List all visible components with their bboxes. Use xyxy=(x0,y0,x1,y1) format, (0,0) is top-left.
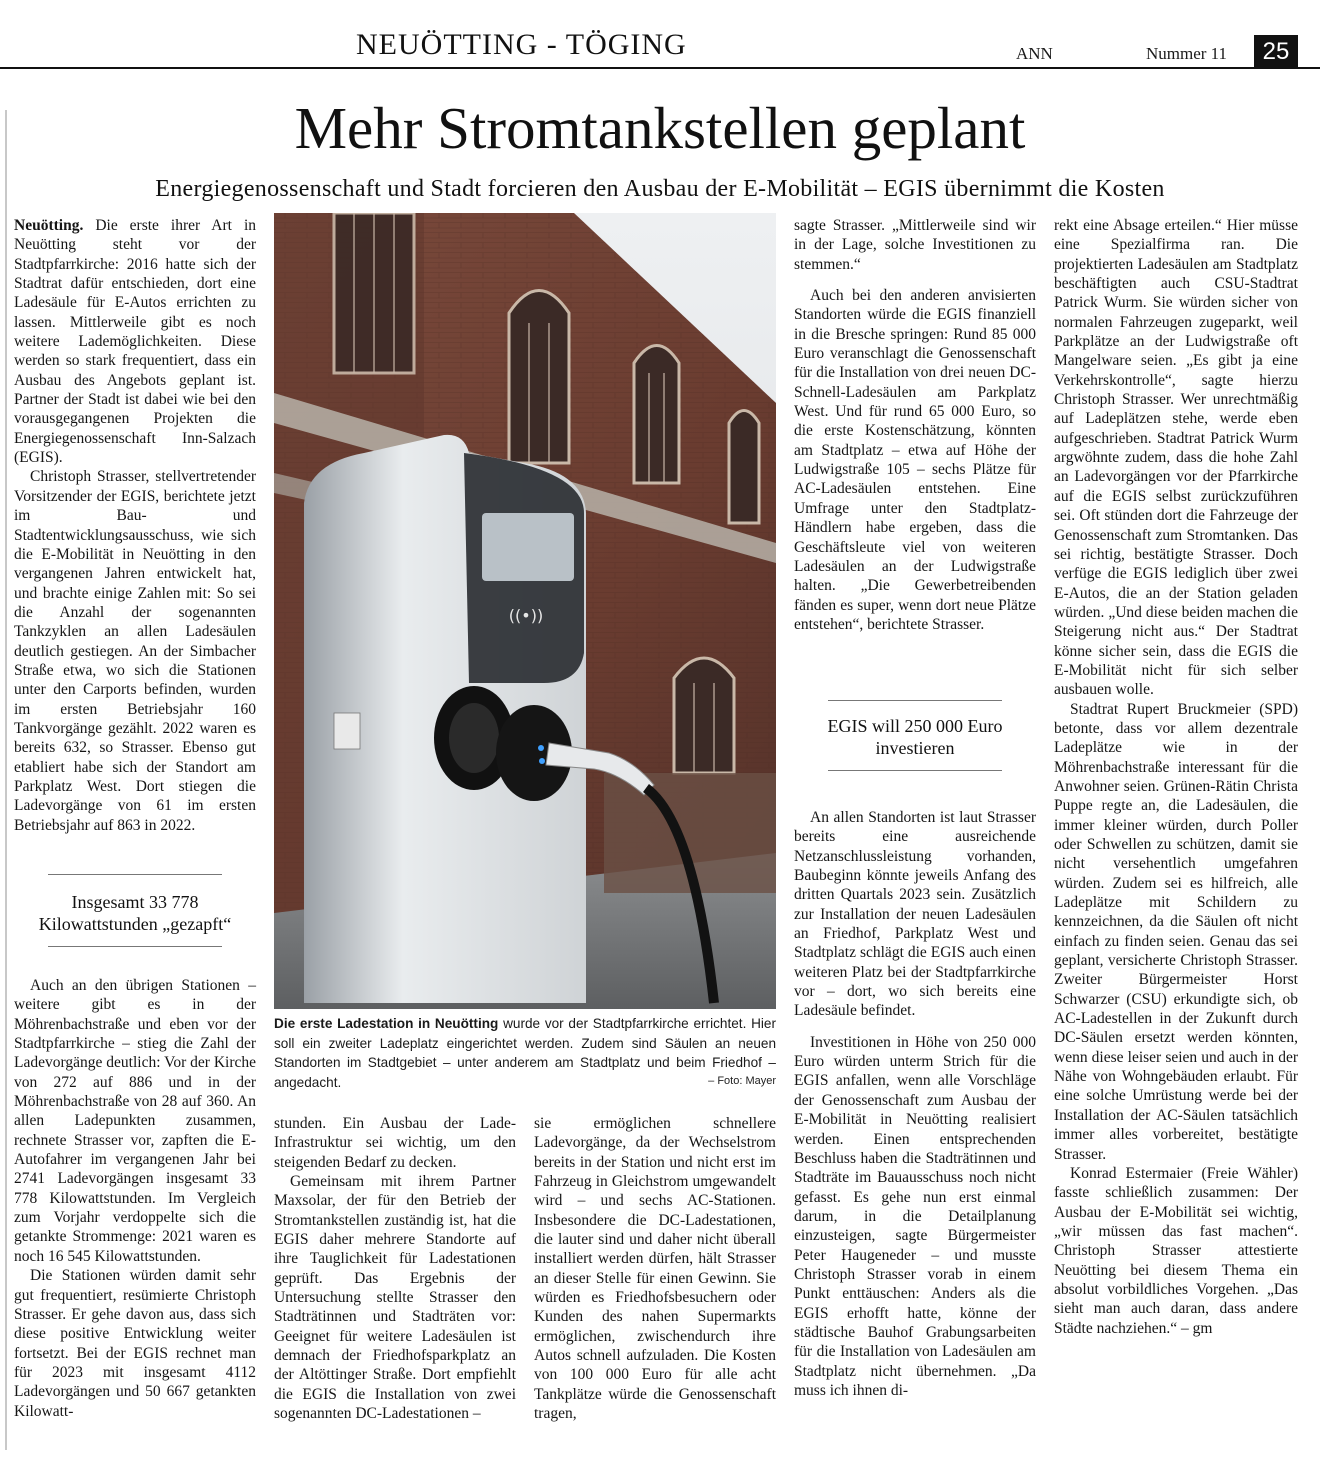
dateline: Neuötting. xyxy=(14,217,84,234)
column-1-bottom xyxy=(14,976,256,1421)
paragraph: Konrad Estermaier (Freie Wähler) fasste schließlich zusammen: Der Ausbau der E-Mobilität sei wichtig, „wir müssen das fast machen“. Christoph Strasser attestierte Neuötting bei diesem Thema ein absolut vorbildliches Vorgehen. „Das sieht man auch daran, dass andere Städte nachziehen.“ – gm xyxy=(1054,1164,1298,1337)
interhead-1: Insgesamt 33 778 Kilowattstunden „gezapft“ xyxy=(38,892,232,934)
column-4-top xyxy=(794,216,1036,634)
left-margin-line xyxy=(5,110,7,1450)
column-5 xyxy=(1054,216,1298,1338)
newspaper-abbreviation: ANN xyxy=(1016,44,1053,63)
charging-station-photo xyxy=(274,213,776,1009)
contactless-icon: ((•)) xyxy=(508,606,544,625)
interhead-rule-bottom xyxy=(48,946,222,947)
column-2 xyxy=(274,1114,516,1424)
column-4-bottom xyxy=(794,808,1036,1400)
article-photo xyxy=(274,213,776,1009)
paragraph: Die Stationen würden damit sehr gut frequentiert, resümierte Christoph Strasser. Er gehe davon aus, dass sich diese positive Entwicklung weiter fortsetzt. Bei der EGIS rechnet man für 2023 mit insgesamt 4112 Ladevorgängen und 50 667 getankten Kilowatt- xyxy=(14,1267,256,1420)
interhead-2: EGIS will 250 000 Euro investieren xyxy=(827,716,1003,758)
caption-lead: Die erste Ladestation in Neuötting xyxy=(274,1016,499,1031)
interhead-rule-bottom xyxy=(828,770,1002,771)
paragraph: An allen Standorten ist laut Strasser bereits eine ausreichende Netzanschlussleistung vorhanden, Baubeginn könnte jeweils Anfang des dritten Quartals 2023 sein. Zusätzlich zur Installation der neuen Ladesäulen an Friedhof, Parkplatz West und Stadtplatz schlägt die EGIS auch einen weiteren Platz bei der Stadtpfarrkirche vor – dort, wo sich bereits eine Ladesäule befindet. xyxy=(794,809,1036,1020)
paragraph xyxy=(14,216,256,467)
paragraph: rekt eine Absage erteilen.“ Hier müsse eine Spezialfirma ran. Die projektierten Ladesäulen am Stadtplatz beschäftigten auch CSU-Stadtrat Patrick Wurm. Sie würden sicher von normalen Fahrzeugen zugeparkt, weil Parkplätze an der Ludwigstraße oft Mangelware seien. „Es gibt ja eine Verkehrskontrolle“, sagte hierzu Christoph Strasser. Wer unrechtmäßig auf Ladeplätzen stehe, werde eben aufgeschrieben. Stadtrat Patrick Wurm argwöhnte zudem, dass die hohe Zahl an Ladevorgängen vor der Pfarrkirche auf die EGIS selbst zurückzuführen sei. Oft stünden dort die Fahrzeuge der Genossenschaft zum Stromtanken. Das sei richtig, bestätigte Strasser. Doch verfüge die EGIS lediglich über zwei E-Autos, die an der Station geladen würden. „Und diese beiden machen die Steigerung nicht aus.“ Der Stadtrat könne sicher sein, dass die EGIS die E-Mobilität nicht für sich selber ausbauen wolle. xyxy=(1054,217,1298,699)
paragraph: sie ermöglichen schnellere Ladevorgänge, da der Wechselstrom bereits in der Station und nicht erst im Fahrzeug in Gleichstrom umgewandelt wird – und sechs AC-Stationen. Insbesondere die DC-Ladestationen, die lauter sind und daher nicht überall installiert werden dürfen, hält Strasser an dieser Stelle für einen Gewinn. Sie würden es Friedhofsbesuchern oder Kunden des nahen Supermarkts ermöglichen, zwischendurch ihre Autos schnell aufzuladen. Die Kosten von 100 000 Euro für alle acht Tankplätze würde die Genossenschaft tragen, xyxy=(534,1115,776,1423)
paragraph: Stadtrat Rupert Bruckmeier (SPD) betonte, dass vor allem dezentrale Ladeplätze wie in der Möhrenbachstraße interessant für die Anwohner seien. Grünen-Rätin Christa Puppe regte an, die Ladesäulen, die immer kleiner würden, durch Poller oder Schwellen zu schützen, damit sie nicht versehentlich umgefahren würden. Zudem sei es hilfreich, alle Ladeplätze mit Schildern zu kennzeichnen, da die Säulen oft nicht einfach zu finden seien. Genau das sei geplant, versicherte Christoph Strasser. Zweiter Bürgermeister Horst Schwarzer (CSU) erkundigte sich, ob AC-Ladestellen in der Zukunft durch DC-Säulen ersetzt werden könnten, wenn diese leiser seien und auch in der Nähe von Wohngebäuden erlaubt. Für eine solche Umrüstung werde bei der Installation der AC-Säulen tatsächlich immer alles vorbereitet, bestätigte Strasser. xyxy=(1054,700,1298,1163)
page-header xyxy=(0,0,1320,70)
issue-number: Nummer 11 xyxy=(1146,44,1228,63)
paragraph: Investitionen in Höhe von 250 000 Euro würden unterm Strich für die EGIS anfallen, wenn alle Vorschläge der Genossenschaft zum Ausbau der E-Mobilität in Neuötting realisiert werden. Einen entsprechenden Beschluss haben die Stadträtinnen und Stadträte im Bauausschuss noch nicht gefasst. Es gehe nun erst einmal darum, in die Detailplanung einzusteigen, sagte Bürgermeister Peter Haugeneder – und musste Christoph Strasser vorab in einem Punkt enttäuschen: Anders als die EGIS erhofft hatte, könne der städtische Bauhof Grabungsarbeiten für die Installation von Ladesäulen am Stadtplatz nicht übernehmen. „Da muss ich ihnen di- xyxy=(794,1033,1036,1399)
headline: Mehr Stromtankstellen geplant xyxy=(294,95,1026,161)
display-screen xyxy=(482,513,574,581)
paragraph: Auch bei den anderen anvisierten Standorten würde die EGIS finanziell in die Bresche springen: Rund 85 000 Euro veranschlagt die Genossenschaft für die Installation von drei neuen DC-Schnell-Ladesäulen am Parkplatz West. Und für rund 65 000 Euro, so die erste Kostenschätzung, könnten am Stadtplatz – etwa auf Höhe der Ludwigstraße 105 – sechs Plätze für AC-Ladesäulen entstehen. Eine Umfrage unter den Stadtplatz-Händlern habe ergeben, dass die Geschäftsleute viel von weiteren Ladesäulen an der Ludwigstraße halten. „Die Gewerbetreibenden fänden es super, wenn dort neue Plätze entstehen“, berichtete Strasser. xyxy=(794,287,1036,633)
paragraph: Christoph Strasser, stellvertretender Vorsitzender der EGIS, berichtete jetzt im Bau- und Stadtentwicklungsausschuss, wie sich die E-Mobilität in Neuötting in den vergangenen Jahren entwickelt hat, und brachte einige Zahlen mit: So sei die Anzahl der sogenannten Tankzyklen an allen Ladesäulen deutlich gestiegen. An der Simbacher Straße etwa, wo sich die Stationen unter den Carports befinden, wurden im ersten Betriebsjahr 160 Tankvorgänge gezählt. 2022 waren es bereits 632, so Strasser. Ebenso gut etabliert habe sich der Standort am Parkplatz West. Dort stiegen die Ladevorgänge von 61 im ersten Betriebsjahr auf 863 in 2022. xyxy=(14,468,256,834)
paragraph-text: Die erste ihrer Art in Neuötting steht vor der Stadtpfarrkirche: 2016 hatte sich der Stadtrat dafür entschieden, dort eine Ladesäule für E-Autos errichten zu lassen. Mittlerweile gibt es noch weitere Lademöglichkeiten. Diese werden so stark frequentiert, dass ein Ausbau des Angebots geplant ist. Partner der Stadt ist dabei wie bei den vorausgegangenen Projekten die Energiegenossenschaft Inn-Salzach (EGIS). xyxy=(14,217,256,467)
header-rule xyxy=(0,67,1320,69)
subheadline: Energiegenossenschaft und Stadt forcieren den Ausbau der E-Mobilität – EGIS übernimmt die Kosten xyxy=(155,176,1165,202)
column-3 xyxy=(534,1114,776,1424)
paragraph: stunden. Ein Ausbau der Lade-Infrastruktur sei wichtig, um den steigenden Bedarf zu decken. xyxy=(274,1115,516,1171)
paragraph: Gemeinsam mit ihrem Partner Maxsolar, der für den Betrieb der Stromtankstellen zuständig ist, hat die EGIS daher mehrere Standorte auf ihre Tauglichkeit für Ladestationen geprüft. Das Ergebnis der Untersuchung stellte Strasser den Stadträtinnen und Stadträten vor: Geeignet für weitere Ladesäulen ist demnach der Friedhofsparkplatz an der Altöttinger Straße. Dort empfiehlt die EGIS die Installation von zwei sogenannten DC-Ladestationen – xyxy=(274,1173,516,1423)
interhead-rule-top xyxy=(828,700,1002,701)
photo-credit: – Foto: Mayer xyxy=(708,1075,776,1087)
column-1-top xyxy=(14,216,256,835)
caption-text: wurde vor der Stadtpfarrkirche errichtet. Hier soll ein zweiter Ladeplatz eingerichtet werden. Zudem sind Säulen an neuen Standorten im Stadtgebiet – unter anderem am Stadtplatz und beim Friedhof – angedacht. xyxy=(274,1016,776,1090)
page-number: 25 xyxy=(1254,35,1298,69)
section-title: NEUÖTTING - TÖGING xyxy=(356,28,687,61)
paragraph: Auch an den übrigen Stationen – weitere gibt es in der Möhrenbachstraße und eben vor der Stadtpfarrkirche – stieg die Zahl der Ladevorgänge deutlich: Vor der Kirche von 272 auf 886 und in der Möhrenbachstraße von 28 auf 360. An allen Ladepunkten zusammen, rechnete Strasser vor, zapften die E-Autofahrer im vergangenen Jahr bei 2741 Ladevorgängen insgesamt 33 778 Kilowattstunden. Im Vergleich zum Vorjahr verdoppelte sich die getankte Strommenge: 2021 waren es noch 16 545 Kilowattstunden. xyxy=(14,977,256,1265)
interhead-rule-top xyxy=(48,874,222,875)
paragraph: sagte Strasser. „Mittlerweile sind wir in der Lage, solche Investitionen zu stemmen.“ xyxy=(794,217,1036,273)
